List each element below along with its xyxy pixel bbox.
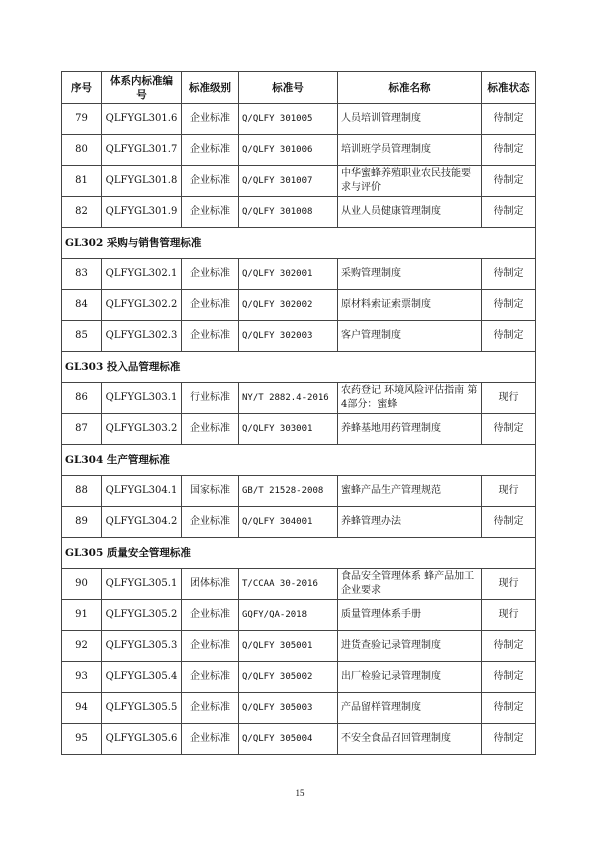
- section-header-row: [62, 538, 536, 569]
- row-status: 待制定: [482, 693, 536, 724]
- page-number: 15: [295, 788, 305, 798]
- row-standard-number: Q/QLFY 302002: [239, 290, 338, 321]
- row-internal-code: QLFYGL302.2: [102, 290, 182, 321]
- row-standard-name: 质量管理体系手册: [338, 600, 482, 631]
- row-status: 待制定: [482, 135, 536, 166]
- row-standard-name: 从业人员健康管理制度: [338, 197, 482, 228]
- row-internal-code: QLFYGL305.2: [102, 600, 182, 631]
- row-standard-name: 进货查验记录管理制度: [338, 631, 482, 662]
- row-level: 企业标准: [182, 631, 239, 662]
- row-standard-number: Q/QLFY 301005: [239, 104, 338, 135]
- row-internal-code: QLFYGL305.1: [102, 569, 182, 600]
- row-standard-number: Q/QLFY 305001: [239, 631, 338, 662]
- table-row: [62, 259, 536, 290]
- row-level: 企业标准: [182, 507, 239, 538]
- row-standard-name: 中华蜜蜂养殖职业农民技能要求与评价: [338, 166, 482, 197]
- row-standard-name: 食品安全管理体系 蜂产品加工企业要求: [338, 569, 482, 600]
- row-standard-name: 不安全食品召回管理制度: [338, 724, 482, 755]
- table-row: [62, 290, 536, 321]
- row-status: 待制定: [482, 166, 536, 197]
- row-internal-code: QLFYGL302.1: [102, 259, 182, 290]
- row-seq: 95: [62, 724, 102, 755]
- header-status: 标准状态: [482, 72, 536, 104]
- table-header-row: [62, 72, 536, 104]
- row-level: 团体标准: [182, 569, 239, 600]
- row-level: 企业标准: [182, 290, 239, 321]
- table-row: [62, 631, 536, 662]
- row-standard-number: T/CCAA 30-2016: [239, 569, 338, 600]
- row-standard-number: Q/QLFY 305002: [239, 662, 338, 693]
- row-standard-name: 出厂检验记录管理制度: [338, 662, 482, 693]
- row-standard-number: Q/QLFY 305003: [239, 693, 338, 724]
- row-status: 待制定: [482, 290, 536, 321]
- row-level: 行业标准: [182, 383, 239, 414]
- row-standard-name: 蜜蜂产品生产管理规范: [338, 476, 482, 507]
- row-internal-code: QLFYGL305.5: [102, 693, 182, 724]
- table-row: [62, 166, 536, 197]
- table-row: [62, 476, 536, 507]
- row-level: 企业标准: [182, 135, 239, 166]
- row-internal-code: QLFYGL304.1: [102, 476, 182, 507]
- row-seq: 80: [62, 135, 102, 166]
- row-internal-code: QLFYGL304.2: [102, 507, 182, 538]
- row-status: 待制定: [482, 321, 536, 352]
- row-status: 现行: [482, 476, 536, 507]
- row-seq: 91: [62, 600, 102, 631]
- table-row: [62, 600, 536, 631]
- row-standard-name: 人员培训管理制度: [338, 104, 482, 135]
- row-seq: 87: [62, 414, 102, 445]
- row-seq: 85: [62, 321, 102, 352]
- section-title: GL304 生产管理标准: [62, 445, 536, 476]
- row-standard-name: 产品留样管理制度: [338, 693, 482, 724]
- row-seq: 81: [62, 166, 102, 197]
- row-standard-name: 采购管理制度: [338, 259, 482, 290]
- row-internal-code: QLFYGL302.3: [102, 321, 182, 352]
- row-standard-number: GQFY/QA-2018: [239, 600, 338, 631]
- table-row: [62, 507, 536, 538]
- row-seq: 83: [62, 259, 102, 290]
- section-header-row: [62, 228, 536, 259]
- row-status: 现行: [482, 569, 536, 600]
- row-level: 企业标准: [182, 259, 239, 290]
- row-level: 企业标准: [182, 600, 239, 631]
- row-standard-number: Q/QLFY 302003: [239, 321, 338, 352]
- row-seq: 88: [62, 476, 102, 507]
- section-title: GL305 质量安全管理标准: [62, 538, 536, 569]
- row-internal-code: QLFYGL303.1: [102, 383, 182, 414]
- row-level: 企业标准: [182, 104, 239, 135]
- row-level: 企业标准: [182, 197, 239, 228]
- row-standard-number: NY/T 2882.4-2016: [239, 383, 338, 414]
- row-standard-name: 养蜂管理办法: [338, 507, 482, 538]
- row-level: 企业标准: [182, 166, 239, 197]
- row-internal-code: QLFYGL301.9: [102, 197, 182, 228]
- row-standard-number: Q/QLFY 303001: [239, 414, 338, 445]
- table-row: [62, 693, 536, 724]
- row-seq: 93: [62, 662, 102, 693]
- row-level: 国家标准: [182, 476, 239, 507]
- table-body: [62, 104, 536, 755]
- table-row: [62, 383, 536, 414]
- row-standard-number: Q/QLFY 301008: [239, 197, 338, 228]
- header-standard-number: 标准号: [239, 72, 338, 104]
- row-internal-code: QLFYGL305.3: [102, 631, 182, 662]
- row-seq: 86: [62, 383, 102, 414]
- row-seq: 89: [62, 507, 102, 538]
- row-status: 待制定: [482, 662, 536, 693]
- row-level: 企业标准: [182, 321, 239, 352]
- row-level: 企业标准: [182, 414, 239, 445]
- table-row: [62, 414, 536, 445]
- table-row: [62, 662, 536, 693]
- table-row: [62, 135, 536, 166]
- section-header-row: [62, 352, 536, 383]
- header-seq: 序号: [62, 72, 102, 104]
- section-title: GL303 投入品管理标准: [62, 352, 536, 383]
- row-standard-number: Q/QLFY 301006: [239, 135, 338, 166]
- row-seq: 94: [62, 693, 102, 724]
- row-standard-name: 农药登记 环境风险评估指南 第4部分：蜜蜂: [338, 383, 482, 414]
- row-standard-number: Q/QLFY 305004: [239, 724, 338, 755]
- row-standard-number: Q/QLFY 301007: [239, 166, 338, 197]
- row-status: 待制定: [482, 104, 536, 135]
- table-row: [62, 197, 536, 228]
- row-seq: 82: [62, 197, 102, 228]
- row-standard-number: Q/QLFY 304001: [239, 507, 338, 538]
- row-status: 待制定: [482, 414, 536, 445]
- row-standard-name: 养蜂基地用药管理制度: [338, 414, 482, 445]
- row-internal-code: QLFYGL301.6: [102, 104, 182, 135]
- row-standard-number: GB/T 21528-2008: [239, 476, 338, 507]
- table-row: [62, 569, 536, 600]
- header-level: 标准级别: [182, 72, 239, 104]
- row-internal-code: QLFYGL303.2: [102, 414, 182, 445]
- row-seq: 90: [62, 569, 102, 600]
- header-internal-code: 体系内标准编号: [102, 72, 182, 104]
- row-status: 待制定: [482, 197, 536, 228]
- row-status: 待制定: [482, 631, 536, 662]
- row-internal-code: QLFYGL305.6: [102, 724, 182, 755]
- row-internal-code: QLFYGL301.7: [102, 135, 182, 166]
- row-level: 企业标准: [182, 662, 239, 693]
- row-status: 现行: [482, 383, 536, 414]
- row-seq: 84: [62, 290, 102, 321]
- row-status: 现行: [482, 600, 536, 631]
- table-row: [62, 321, 536, 352]
- row-seq: 79: [62, 104, 102, 135]
- row-standard-name: 客户管理制度: [338, 321, 482, 352]
- row-standard-name: 培训班学员管理制度: [338, 135, 482, 166]
- row-standard-number: Q/QLFY 302001: [239, 259, 338, 290]
- section-title: GL302 采购与销售管理标准: [62, 228, 536, 259]
- section-header-row: [62, 445, 536, 476]
- header-standard-name: 标准名称: [338, 72, 482, 104]
- row-level: 企业标准: [182, 724, 239, 755]
- row-status: 待制定: [482, 259, 536, 290]
- row-level: 企业标准: [182, 693, 239, 724]
- row-status: 待制定: [482, 507, 536, 538]
- row-status: 待制定: [482, 724, 536, 755]
- standards-table: [61, 71, 536, 755]
- table-row: [62, 724, 536, 755]
- table-row: [62, 104, 536, 135]
- row-internal-code: QLFYGL305.4: [102, 662, 182, 693]
- row-standard-name: 原材料索证索票制度: [338, 290, 482, 321]
- row-internal-code: QLFYGL301.8: [102, 166, 182, 197]
- row-seq: 92: [62, 631, 102, 662]
